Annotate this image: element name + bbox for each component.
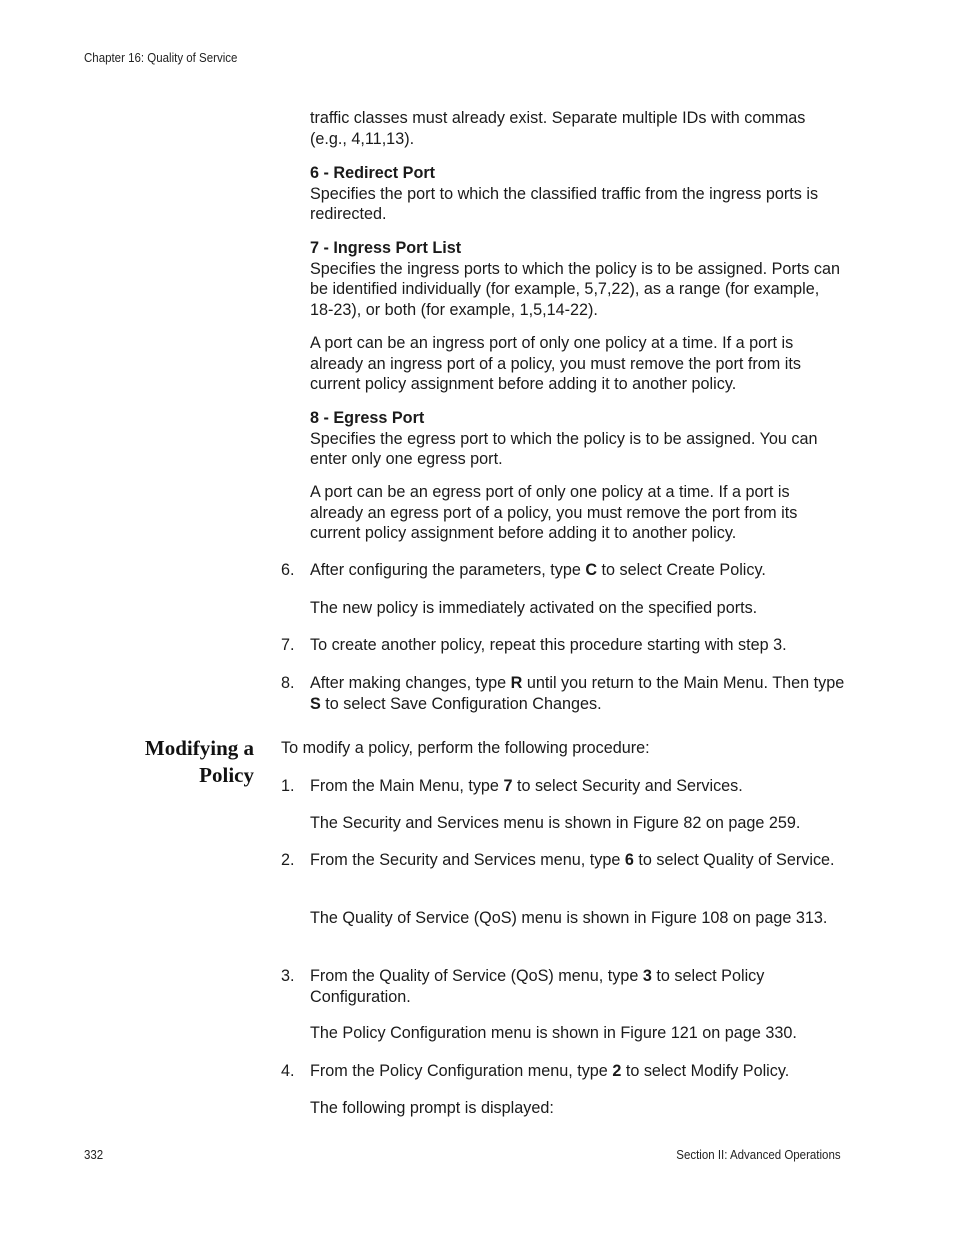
step-text: From the Policy Configuration menu, type 2 to select Modify Policy. (310, 1062, 790, 1080)
step-number: 4. (281, 1062, 295, 1080)
key-label: 7 (503, 777, 513, 795)
continued-paragraph: traffic classes must already exist. Separate multiple IDs with commas (e.g., 4,11,13). (310, 109, 806, 148)
key-label: 2 (612, 1062, 622, 1080)
step-note: The new policy is immediately activated on the specified ports. (310, 599, 758, 617)
step-number: 3. (281, 967, 295, 985)
param-ingress-port-list (310, 238, 845, 320)
param-title: 6 - Redirect Port (310, 164, 436, 182)
step-number: 6. (281, 561, 295, 579)
key-label: S (310, 694, 321, 713)
step-text: From the Main Menu, type 7 to select Security and Services. (310, 777, 743, 795)
param-note: A port can be an ingress port of only one policy at a time. If a port is already an ingress port of a policy, you must remove the port from its current policy assignment before adding it to another policy. (310, 334, 801, 393)
key-label: R (510, 674, 523, 692)
step-note: The following prompt is displayed: (310, 1099, 554, 1117)
step-note: The Policy Configuration menu is shown in Figure 121 on page 330. (310, 1024, 797, 1042)
key-label: C (585, 561, 598, 579)
param-title: 8 - Egress Port (310, 409, 425, 427)
param-redirect-port (310, 163, 845, 225)
running-header: Chapter 16: Quality of Service (84, 51, 238, 65)
step-text: After configuring the parameters, type C to select Create Policy. (310, 561, 766, 579)
param-description: Specifies the ingress ports to which the policy is to be assigned. Ports can be identified individually (for example, 5,7,22), as a range (for example, 18-23), or both (for example, 1,5,14-22). (310, 259, 840, 319)
step-text: From the Quality of Service (QoS) menu, type 3 to select Policy Configuration. (310, 967, 765, 1006)
page-number: 332 (84, 1148, 104, 1162)
param-egress-port (310, 408, 845, 470)
key-label: 6 (624, 851, 634, 869)
section-intro: To modify a policy, perform the following procedure: (281, 739, 650, 757)
step-text: From the Security and Services menu, type 6 to select Quality of Service. (310, 851, 835, 869)
param-note: A port can be an egress port of only one policy at a time. If a port is already an egress port of a policy, you must remove the port from its current policy assignment before adding it to another policy. (310, 483, 798, 542)
param-description: Specifies the egress port to which the policy is to be assigned. You can enter only one egress port. (310, 429, 818, 468)
step-number: 1. (281, 777, 295, 795)
step-note: The Security and Services menu is shown in Figure 82 on page 259. (310, 814, 801, 832)
param-title: 7 - Ingress Port List (310, 239, 462, 257)
section-heading: Modifying a Policy (144, 736, 254, 787)
step-text: To create another policy, repeat this procedure starting with step 3. (310, 636, 787, 654)
step-number: 7. (281, 636, 295, 654)
param-description: Specifies the port to which the classified traffic from the ingress ports is redirected. (310, 184, 819, 223)
running-footer: Section II: Advanced Operations (676, 1148, 841, 1162)
step-text: After making changes, type R until you return to the Main Menu. Then type S to select Save Configuration Changes. (310, 674, 845, 713)
step-note: The Quality of Service (QoS) menu is shown in Figure 108 on page 313. (310, 909, 828, 927)
key-label: 3 (642, 967, 652, 985)
step-number: 8. (281, 674, 295, 692)
step-number: 2. (281, 851, 295, 869)
